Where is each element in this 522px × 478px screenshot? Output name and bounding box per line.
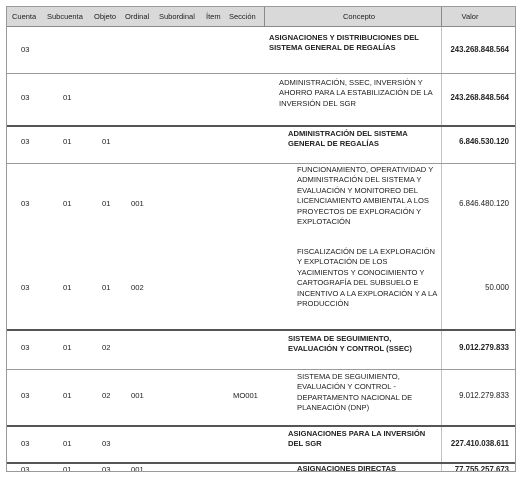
- cell-objeto: 03: [102, 465, 111, 472]
- cell-ordinal: 002: [131, 283, 144, 292]
- cell-concepto: ASIGNACIONES PARA LA INVERSIÓN DEL SGR: [288, 429, 426, 449]
- header-divider: [264, 7, 265, 27]
- cell-valor: 9.012.279.833: [459, 343, 509, 352]
- cell-subcuenta: 01: [63, 465, 72, 472]
- cell-valor: 227.410.038.611: [450, 439, 509, 448]
- cell-objeto: 01: [102, 137, 111, 146]
- cell-objeto: 02: [102, 391, 111, 400]
- header-cuenta: Cuenta: [12, 12, 37, 21]
- table-row: [7, 427, 515, 463]
- cell-concepto: FUNCIONAMIENTO, OPERATIVIDAD Y ADMINISTRACIÓN DEL SISTEMA Y EVALUACIÓN Y MONITOREO DEL LICENCIAMIENTO AMBIENTAL A LOS PROYECTOS DE EXPLORACIÓN Y EXPLOTACIÓN: [297, 165, 434, 227]
- cell-cuenta: 03: [21, 45, 30, 54]
- cell-subcuenta: 01: [63, 439, 72, 448]
- cell-subcuenta: 01: [63, 199, 72, 208]
- cell-valor: 9.012.279.833: [459, 391, 509, 400]
- header-subcuenta: Subcuenta: [47, 12, 83, 21]
- cell-valor: 50.000: [485, 283, 509, 292]
- cell-cuenta: 03: [21, 343, 30, 352]
- cell-objeto: 02: [102, 343, 111, 352]
- header-subordinal: Subordinal: [159, 12, 195, 21]
- cell-valor: 6.846.480.120: [459, 199, 509, 208]
- cell-valor: 77.755.257.673: [454, 465, 509, 472]
- table-row: [7, 243, 515, 329]
- cell-subcuenta: 01: [63, 391, 72, 400]
- table-row: [7, 163, 515, 243]
- table-row: [7, 369, 515, 425]
- cell-subcuenta: 01: [63, 283, 72, 292]
- cell-subcuenta: 01: [63, 93, 72, 102]
- cell-subcuenta: 01: [63, 137, 72, 146]
- table-row: [7, 73, 515, 125]
- table-row: [7, 27, 515, 73]
- cell-valor: 6.846.530.120: [459, 137, 509, 146]
- cell-valor: 243.268.848.564: [450, 45, 509, 54]
- table-row: [7, 331, 515, 369]
- cell-concepto: SISTEMA DE SEGUIMIENTO, EVALUACIÓN Y CONTROL (SSEC): [288, 334, 412, 354]
- budget-table: [6, 6, 516, 472]
- header-valor: Valor: [461, 12, 479, 21]
- header-seccion: Sección: [229, 12, 256, 21]
- header-objeto: Objeto: [94, 12, 117, 21]
- cell-cuenta: 03: [21, 137, 30, 146]
- cell-ordinal: 001: [131, 199, 144, 208]
- cell-cuenta: 03: [21, 439, 30, 448]
- cell-valor: 243.268.848.564: [450, 93, 509, 102]
- cell-concepto: ASIGNACIONES DIRECTAS: [297, 464, 397, 472]
- header-concepto: Concepto: [342, 12, 376, 21]
- cell-concepto: ADMINISTRACIÓN, SSEC, INVERSIÓN Y AHORRO PARA LA ESTABILIZACIÓN DE LA INVERSIÓN DEL SGR: [279, 78, 433, 108]
- cell-ordinal: 001: [131, 391, 144, 400]
- cell-seccion: MO001: [233, 391, 258, 400]
- cell-objeto: 03: [102, 439, 111, 448]
- cell-cuenta: 03: [21, 283, 30, 292]
- cell-concepto: FISCALIZACIÓN DE LA EXPLORACIÓN Y EXPLOTACIÓN DE LOS YACIMIENTOS Y CONOCIMIENTO Y CARTOGRAFÍA DEL SUBSUELO E INCENTIVO A LA EXPLORACIÓN Y A LA PRODUCCIÓN: [297, 247, 437, 309]
- table-row: [7, 464, 515, 472]
- cell-cuenta: 03: [21, 391, 30, 400]
- cell-cuenta: 03: [21, 93, 30, 102]
- cell-concepto: SISTEMA DE SEGUIMIENTO, EVALUACIÓN Y CONTROL - DEPARTAMENTO NACIONAL DE PLANEACIÓN (DNP): [297, 372, 413, 413]
- cell-concepto: ASIGNACIONES Y DISTRIBUCIONES DEL SISTEMA GENERAL DE REGALÍAS: [269, 33, 419, 53]
- header-ordinal: Ordinal: [125, 12, 150, 21]
- cell-ordinal: 001: [131, 465, 144, 472]
- table-row: [7, 127, 515, 163]
- cell-cuenta: 03: [21, 199, 30, 208]
- cell-subcuenta: 01: [63, 343, 72, 352]
- header-item: Ítem: [206, 12, 221, 21]
- cell-concepto: ADMINISTRACIÓN DEL SISTEMA GENERAL DE REGALÍAS: [288, 129, 408, 149]
- cell-objeto: 01: [102, 199, 111, 208]
- cell-cuenta: 03: [21, 465, 30, 472]
- header-divider: [441, 7, 442, 27]
- table-header: [7, 7, 515, 27]
- cell-objeto: 01: [102, 283, 111, 292]
